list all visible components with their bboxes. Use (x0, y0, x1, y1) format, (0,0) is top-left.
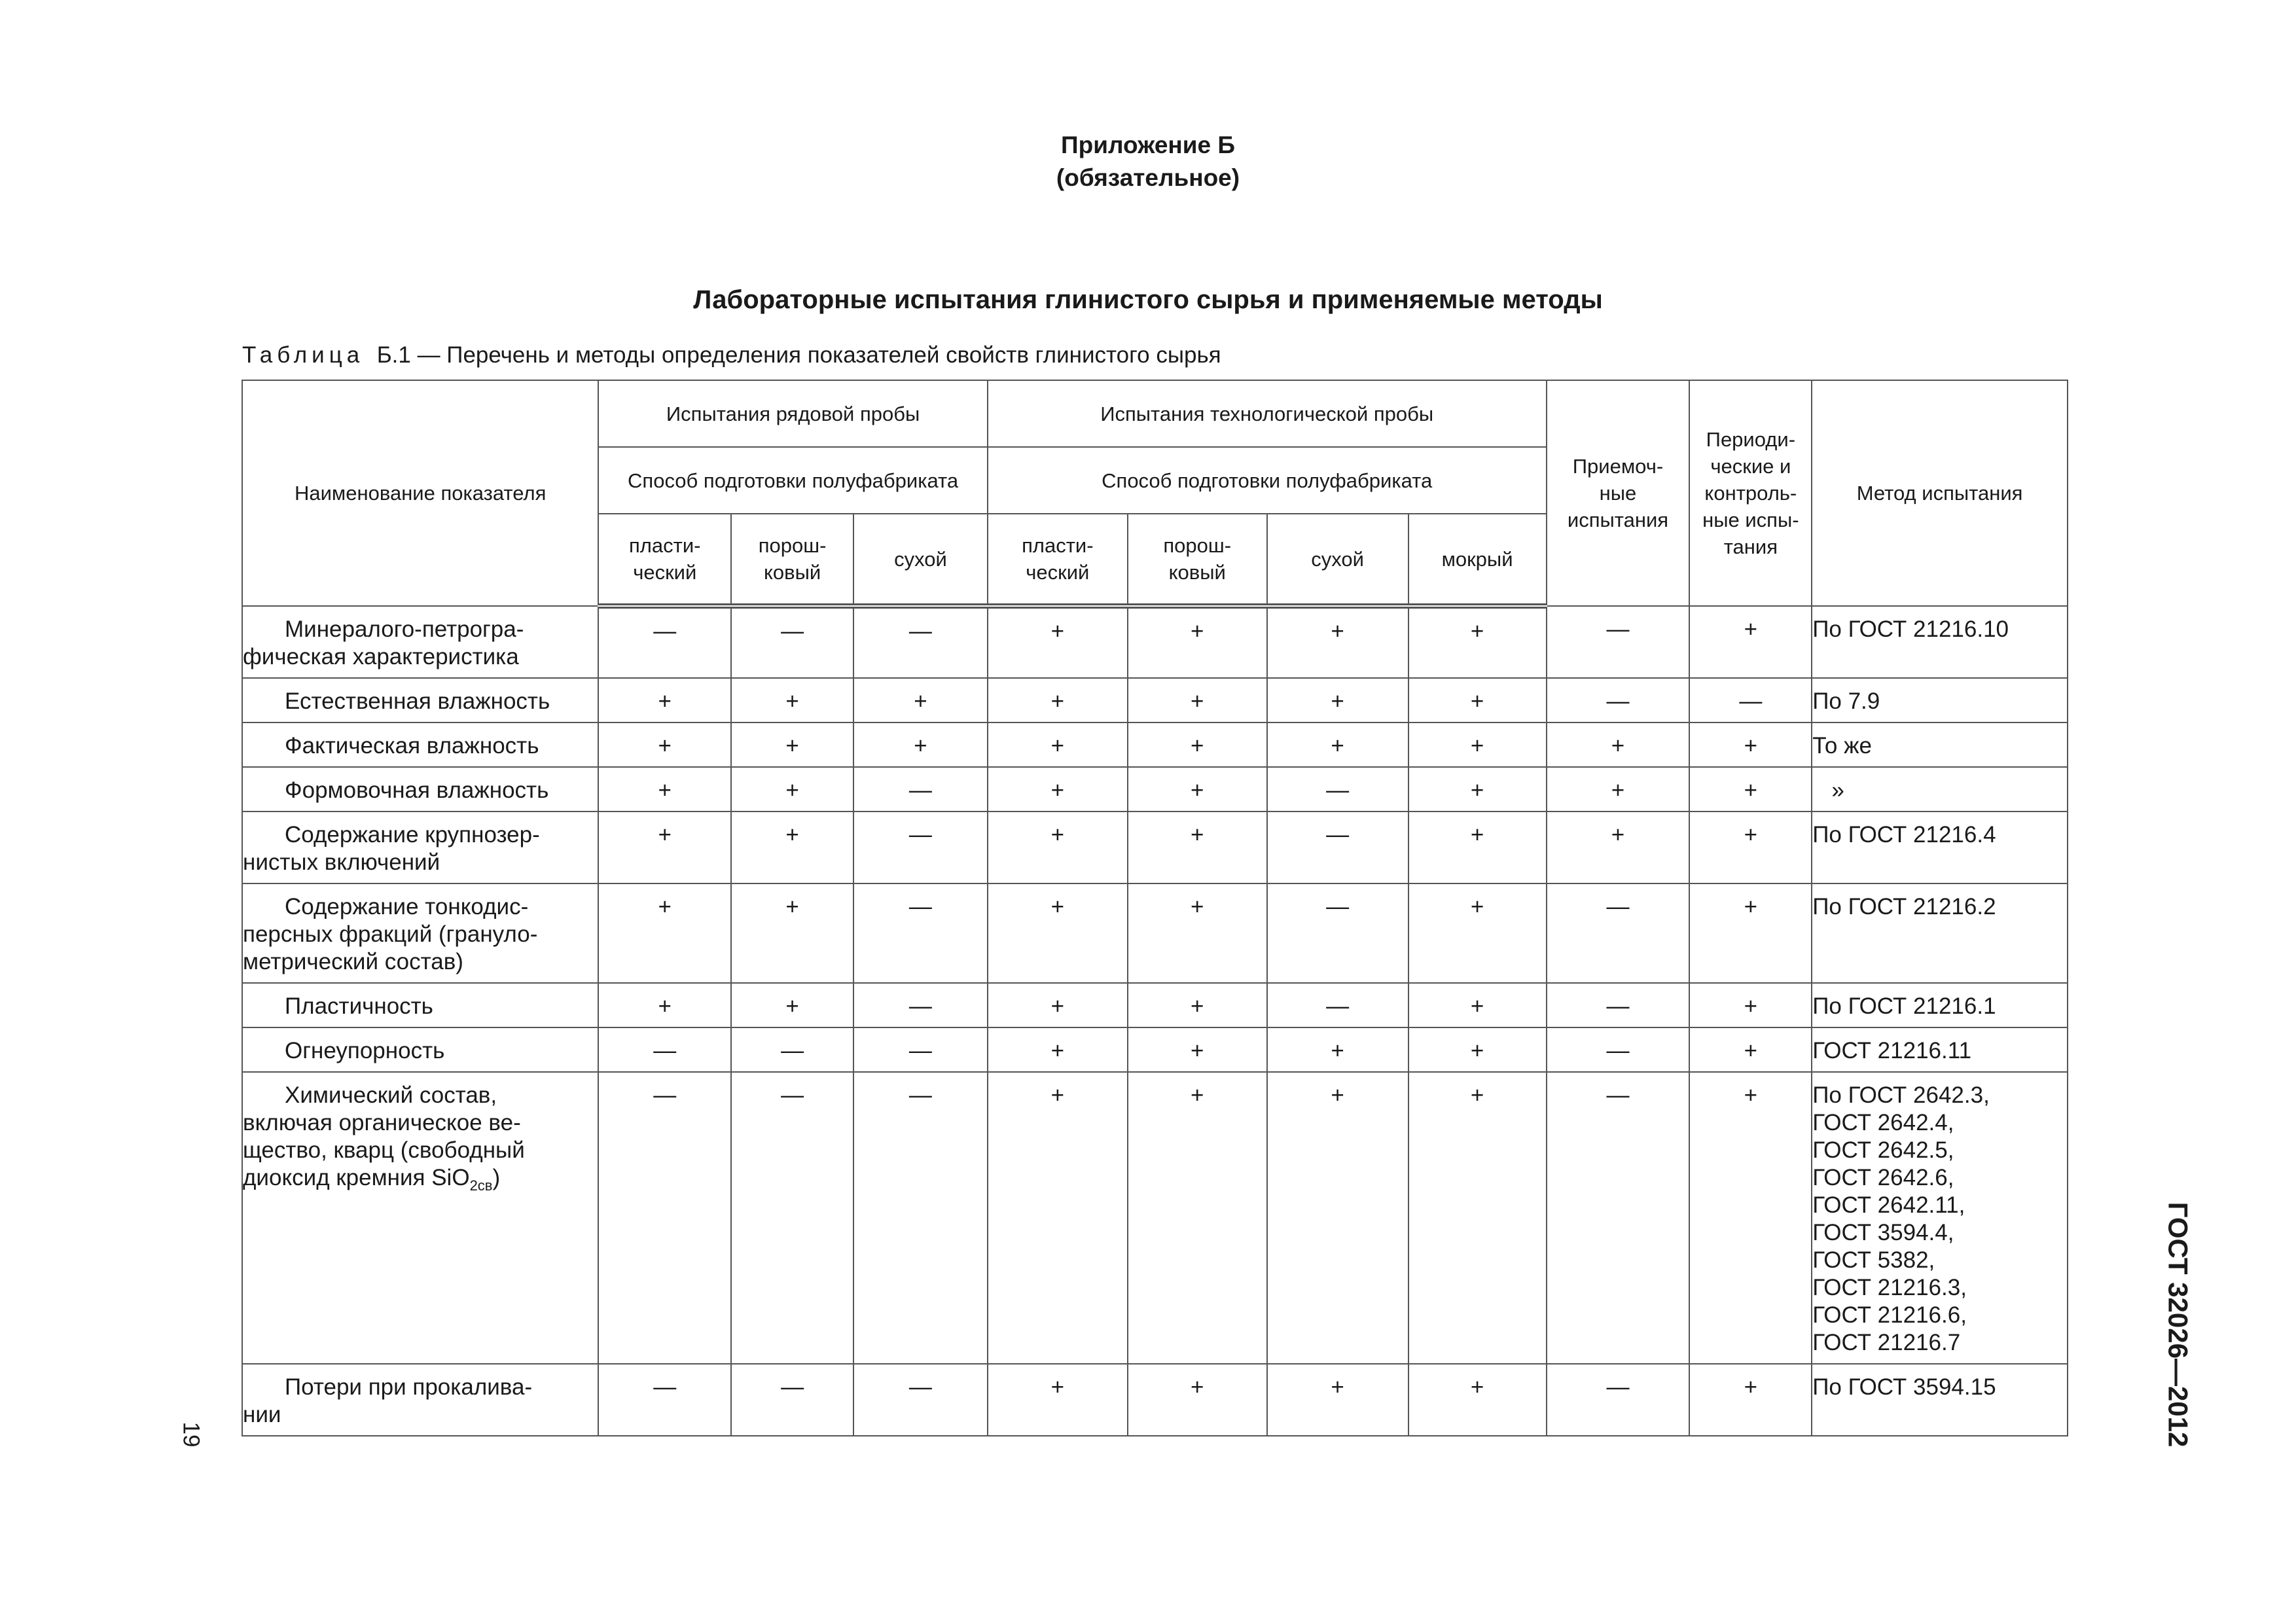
mark-cell: + (731, 722, 853, 767)
mark-cell: + (1547, 812, 1690, 883)
row-name-line: Огнеупорность (285, 1038, 445, 1063)
method-line: » (1812, 777, 1844, 803)
header-line: ковый (1168, 561, 1226, 584)
header-line: ческие и (1710, 455, 1791, 478)
mark-cell: + (1128, 678, 1267, 722)
mark-cell: — (853, 883, 988, 983)
mark-cell: — (731, 1364, 853, 1436)
method-line: ГОСТ 3594.4, (1812, 1220, 1954, 1245)
mark-cell: + (1408, 1364, 1547, 1436)
mark-cell: + (1267, 1072, 1408, 1364)
row-name (242, 606, 598, 678)
mark-cell: + (1408, 983, 1547, 1027)
method-line: То же (1812, 733, 1872, 758)
mark-cell: — (598, 1072, 731, 1364)
mark-cell: + (988, 983, 1128, 1027)
subheader-dry (1267, 514, 1408, 606)
mark-cell: + (988, 812, 1128, 883)
table-row (242, 1027, 2068, 1072)
mark-cell: — (731, 1072, 853, 1364)
row-name-line: нии (243, 1402, 281, 1427)
properties-table (242, 380, 2068, 1436)
header-line: пласти- (1022, 534, 1094, 557)
mark-cell: + (1689, 767, 1812, 812)
mark-cell: + (1128, 1027, 1267, 1072)
row-name-line: щество, кварц (свободный (243, 1137, 525, 1163)
method-line: ГОСТ 21216.7 (1812, 1330, 1961, 1355)
header-line: порош- (1163, 534, 1232, 557)
row-name-line: Фактическая влажность (285, 733, 539, 758)
table-caption-text: Б.1 — Перечень и методы определения показателей свойств глинистого сырья (376, 342, 1221, 368)
row-name-line: Химический состав, (285, 1082, 497, 1108)
header-prep-row-sample: Способ подготовки полуфабриката (598, 447, 988, 514)
row-name-line (243, 1164, 598, 1200)
method-line: ГОСТ 2642.5, (1812, 1137, 1954, 1163)
header-line: сухой (894, 547, 947, 571)
method-line: ГОСТ 21216.11 (1812, 1038, 1972, 1063)
method-line: ГОСТ 2642.6, (1812, 1165, 1954, 1190)
mark-cell: + (1267, 722, 1408, 767)
method-line: По ГОСТ 21216.10 (1812, 616, 2009, 642)
mark-cell: + (1689, 983, 1812, 1027)
mark-cell: — (1547, 983, 1690, 1027)
mark-cell: + (598, 767, 731, 812)
mark-cell: — (731, 1027, 853, 1072)
mark-cell: + (1408, 883, 1547, 983)
header-line: ные (1599, 482, 1637, 505)
mark-cell: + (1408, 767, 1547, 812)
method-line: По 7.9 (1812, 688, 1880, 714)
header-line: ковый (763, 561, 821, 584)
mark-cell: + (988, 1072, 1128, 1364)
subheader-powder (1128, 514, 1267, 606)
row-name (242, 883, 598, 983)
mark-cell: + (1128, 1072, 1267, 1364)
table-row (242, 812, 2068, 883)
row-name (242, 1364, 598, 1436)
mark-cell: + (1267, 678, 1408, 722)
mark-cell: + (1689, 1027, 1812, 1072)
mark-cell: — (1689, 678, 1812, 722)
mark-cell: + (731, 883, 853, 983)
mark-cell: — (853, 812, 988, 883)
method-cell (1812, 812, 2068, 883)
table-row (242, 767, 2068, 812)
method-line: ГОСТ 2642.11, (1812, 1192, 1965, 1218)
table-caption-label: Таблица (242, 342, 365, 368)
row-name-line: метрический состав) (243, 949, 463, 974)
mark-cell: + (988, 767, 1128, 812)
row-name-line: Формовочная влажность (285, 777, 549, 803)
mark-cell: — (853, 1027, 988, 1072)
table-row (242, 722, 2068, 767)
header-line: мокрый (1441, 547, 1513, 571)
mark-cell: + (1128, 606, 1267, 678)
mark-cell: — (731, 606, 853, 678)
row-name-line: Минералого-петрогра- (285, 616, 524, 642)
mark-cell: — (1267, 767, 1408, 812)
mark-cell: — (1547, 678, 1690, 722)
row-name-line: фическая характеристика (243, 644, 519, 669)
mark-cell: — (598, 1027, 731, 1072)
mark-cell: + (1267, 1027, 1408, 1072)
row-name-text: диоксид кремния SiO (243, 1165, 470, 1190)
mark-cell: + (1128, 883, 1267, 983)
appendix-subtitle: (обязательное) (1056, 164, 1240, 191)
header-method: Метод испытания (1812, 380, 2068, 606)
mark-cell: + (1408, 606, 1547, 678)
section-heading: Лабораторные испытания глинистого сырья и применяемые методы (693, 285, 1603, 314)
mark-cell: — (853, 1364, 988, 1436)
mark-cell: + (988, 678, 1128, 722)
method-line: ГОСТ 2642.4, (1812, 1110, 1954, 1135)
mark-cell: + (1128, 812, 1267, 883)
mark-cell: + (731, 983, 853, 1027)
mark-cell: + (1689, 1072, 1812, 1364)
mark-cell: + (1128, 722, 1267, 767)
mark-cell: + (1689, 883, 1812, 983)
header-prep-tech-sample: Способ подготовки полуфабриката (988, 447, 1547, 514)
row-name (242, 812, 598, 883)
method-cell (1812, 1027, 2068, 1072)
method-line: ГОСТ 21216.3, (1812, 1275, 1967, 1300)
mark-cell: + (1267, 1364, 1408, 1436)
subheader-dry (853, 514, 988, 606)
mark-cell: + (731, 767, 853, 812)
mark-cell: + (1689, 1364, 1812, 1436)
mark-cell: — (1267, 812, 1408, 883)
row-name-line: Пластичность (285, 993, 433, 1019)
method-cell (1812, 722, 2068, 767)
subheader-plastic (988, 514, 1128, 606)
table-row (242, 883, 2068, 983)
mark-cell: + (731, 812, 853, 883)
header-line: ческий (633, 561, 697, 584)
subheader-wet (1408, 514, 1547, 606)
header-line: Периоди- (1706, 428, 1796, 451)
mark-cell: + (1689, 722, 1812, 767)
header-line: Приемоч- (1572, 455, 1664, 478)
row-name-line: Содержание тонкодис- (285, 894, 529, 919)
table-row (242, 606, 2068, 678)
mark-cell: + (1408, 722, 1547, 767)
method-line: ГОСТ 21216.6, (1812, 1302, 1967, 1328)
mark-cell: — (1547, 883, 1690, 983)
row-name (242, 678, 598, 722)
row-name (242, 767, 598, 812)
mark-cell: — (598, 1364, 731, 1436)
row-name (242, 1027, 598, 1072)
header-name: Наименование показателя (242, 380, 598, 606)
mark-cell: + (1408, 1072, 1547, 1364)
method-cell (1812, 606, 2068, 678)
method-line: По ГОСТ 2642.3, (1812, 1082, 1990, 1108)
row-name-line: включая органическое ве- (243, 1110, 521, 1135)
mark-cell: + (988, 722, 1128, 767)
mark-cell: — (853, 983, 988, 1027)
mark-cell: + (1128, 767, 1267, 812)
mark-cell: + (598, 883, 731, 983)
mark-cell: + (1128, 1364, 1267, 1436)
header-acceptance (1547, 380, 1690, 606)
row-name-subscript: 2св (469, 1177, 493, 1194)
mark-cell: + (1267, 606, 1408, 678)
method-cell (1812, 883, 2068, 983)
mark-cell: — (598, 606, 731, 678)
header-line: сухой (1311, 547, 1364, 571)
header-group-tech-sample: Испытания технологической пробы (988, 380, 1547, 447)
row-name-line: Естественная влажность (285, 688, 550, 714)
mark-cell: + (988, 883, 1128, 983)
method-line: По ГОСТ 21216.1 (1812, 993, 1996, 1019)
method-cell (1812, 983, 2068, 1027)
header-line: контроль- (1704, 482, 1797, 505)
mark-cell: + (1408, 678, 1547, 722)
header-line: тания (1723, 535, 1778, 558)
row-name (242, 722, 598, 767)
mark-cell: — (1547, 1072, 1690, 1364)
mark-cell: + (598, 812, 731, 883)
row-name-line: нистых включений (243, 849, 440, 875)
mark-cell: — (853, 606, 988, 678)
header-line: пласти- (629, 534, 701, 557)
mark-cell: + (598, 722, 731, 767)
standard-id: ГОСТ 32026—2012 (2162, 1202, 2194, 1448)
table-body (242, 606, 2068, 1436)
header-group-row-sample: Испытания рядовой пробы (598, 380, 988, 447)
method-line: По ГОСТ 21216.4 (1812, 822, 1996, 847)
method-line: По ГОСТ 3594.15 (1812, 1374, 1996, 1400)
mark-cell: + (853, 722, 988, 767)
method-line: По ГОСТ 21216.2 (1812, 894, 1996, 919)
mark-cell: + (1408, 1027, 1547, 1072)
page-number: 19 (178, 1421, 204, 1448)
mark-cell: — (1547, 1027, 1690, 1072)
mark-cell: + (731, 678, 853, 722)
mark-cell: + (598, 678, 731, 722)
mark-cell: — (1267, 883, 1408, 983)
subheader-plastic (598, 514, 731, 606)
row-name-line: Потери при прокалива- (285, 1374, 533, 1400)
row-name-tail: ) (492, 1165, 501, 1190)
method-line: ГОСТ 5382, (1812, 1247, 1935, 1273)
mark-cell: + (598, 983, 731, 1027)
table-row (242, 1072, 2068, 1364)
appendix-title: Приложение Б (1061, 132, 1235, 158)
table-row (242, 678, 2068, 722)
row-name-line: персных фракций (грануло- (243, 921, 538, 947)
mark-cell: + (1689, 812, 1812, 883)
table-caption (242, 339, 1221, 372)
mark-cell: — (1547, 1364, 1690, 1436)
method-cell (1812, 678, 2068, 722)
mark-cell: + (988, 1364, 1128, 1436)
table-row (242, 983, 2068, 1027)
mark-cell: + (853, 678, 988, 722)
header-line: ные испы- (1702, 508, 1799, 531)
mark-cell: + (1689, 606, 1812, 678)
header-line: порош- (758, 534, 827, 557)
header-line: ческий (1026, 561, 1090, 584)
mark-cell: + (1408, 812, 1547, 883)
mark-cell: — (1547, 606, 1690, 678)
mark-cell: + (988, 1027, 1128, 1072)
row-name (242, 983, 598, 1027)
table-row (242, 1364, 2068, 1436)
mark-cell: + (1547, 767, 1690, 812)
row-name (242, 1072, 598, 1364)
subheader-powder (731, 514, 853, 606)
header-line: испытания (1567, 508, 1669, 531)
mark-cell: — (1267, 983, 1408, 1027)
method-cell (1812, 1072, 2068, 1364)
mark-cell: + (1547, 722, 1690, 767)
method-cell (1812, 1364, 2068, 1436)
mark-cell: — (853, 767, 988, 812)
mark-cell: + (988, 606, 1128, 678)
mark-cell: — (853, 1072, 988, 1364)
header-periodic (1689, 380, 1812, 606)
row-name-line: Содержание крупнозер- (285, 822, 540, 847)
mark-cell: + (1128, 983, 1267, 1027)
method-cell (1812, 767, 2068, 812)
